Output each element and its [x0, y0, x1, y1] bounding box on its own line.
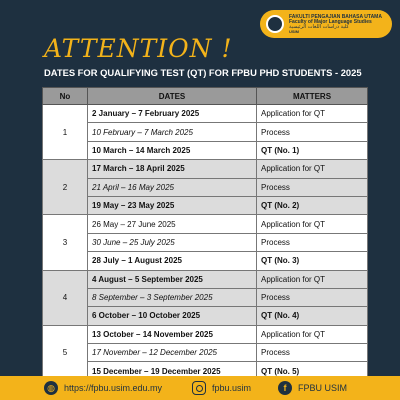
header-matters: MATTERS — [257, 88, 368, 105]
dates-cell: 4 August – 5 September 2025 — [88, 270, 257, 288]
footer-bar — [0, 376, 400, 400]
table-row — [43, 215, 368, 233]
table-row — [43, 252, 368, 270]
website-link[interactable]: https://fpbu.usim.edu.my — [64, 383, 163, 393]
table-row — [43, 344, 368, 362]
matter-cell: Process — [257, 233, 368, 251]
dates-cell: 2 January – 7 February 2025 — [88, 105, 257, 123]
page-subtitle: DATES FOR QUALIFYING TEST (QT) FOR FPBU PHD STUDENTS - 2025 — [44, 67, 362, 78]
matter-cell: Process — [257, 178, 368, 196]
table-row — [43, 123, 368, 141]
facebook-icon: f — [278, 381, 292, 395]
footer-facebook[interactable] — [278, 381, 347, 395]
table-row — [43, 233, 368, 251]
dates-cell: 15 December – 19 December 2025 — [88, 362, 257, 380]
matter-cell: Application for QT — [257, 270, 368, 288]
dates-cell: 30 June – 25 July 2025 — [88, 233, 257, 251]
matter-cell: QT (No. 4) — [257, 307, 368, 325]
attention-heading: ATTENTION ! — [44, 34, 233, 63]
footer-website[interactable] — [44, 381, 162, 395]
table-row — [43, 288, 368, 306]
dates-cell: 8 September – 3 September 2025 — [88, 288, 257, 306]
facebook-page[interactable]: FPBU USIM — [298, 383, 348, 393]
table-row — [43, 307, 368, 325]
table-row — [43, 178, 368, 196]
dates-cell: 28 July – 1 August 2025 — [88, 252, 257, 270]
table-row — [43, 196, 368, 214]
matter-cell: Process — [257, 288, 368, 306]
matter-cell: QT (No. 5) — [257, 362, 368, 380]
header-no: No — [43, 88, 88, 105]
dates-cell: 26 May – 27 June 2025 — [88, 215, 257, 233]
table-row — [43, 105, 368, 123]
matter-cell: QT (No. 2) — [257, 196, 368, 214]
dates-cell: 17 November – 12 December 2025 — [88, 344, 257, 362]
table-row — [43, 141, 368, 159]
faculty-logo — [260, 10, 392, 38]
logo-line-3: كلية دراسات اللغات الرئيسية — [289, 23, 349, 30]
table-row — [43, 325, 368, 343]
dates-cell: 10 March – 14 March 2025 — [88, 141, 257, 159]
matter-cell: Application for QT — [257, 215, 368, 233]
dates-cell: 13 October – 14 November 2025 — [88, 325, 257, 343]
logo-line-1: FAKULTI PENGAJIAN BAHASA UTAMA — [289, 13, 382, 20]
group-number: 2 — [43, 160, 88, 215]
group-number: 5 — [43, 325, 88, 380]
qt-dates-table — [42, 87, 368, 381]
instagram-icon — [192, 381, 206, 395]
footer-instagram[interactable] — [192, 381, 251, 395]
instagram-handle[interactable]: fpbu.usim — [212, 383, 252, 393]
logo-line-2: Faculty of Major Language Studies — [289, 18, 372, 25]
matter-cell: Process — [257, 123, 368, 141]
matter-cell: Process — [257, 344, 368, 362]
dates-cell: 21 April – 16 May 2025 — [88, 178, 257, 196]
group-number: 1 — [43, 105, 88, 160]
dates-cell: 10 February – 7 March 2025 — [88, 123, 257, 141]
matter-cell: Application for QT — [257, 105, 368, 123]
table-header-row — [43, 88, 368, 105]
dates-cell: 6 October – 10 October 2025 — [88, 307, 257, 325]
matter-cell: QT (No. 3) — [257, 252, 368, 270]
logo-org: USIM — [289, 28, 299, 34]
group-number: 3 — [43, 215, 88, 270]
matter-cell: QT (No. 1) — [257, 141, 368, 159]
table-row — [43, 160, 368, 178]
dates-cell: 17 March – 18 April 2025 — [88, 160, 257, 178]
group-number: 4 — [43, 270, 88, 325]
globe-icon: ◍ — [44, 381, 58, 395]
matter-cell: Application for QT — [257, 160, 368, 178]
dates-cell: 19 May – 23 May 2025 — [88, 196, 257, 214]
matter-cell: Application for QT — [257, 325, 368, 343]
table-row — [43, 270, 368, 288]
usim-seal-icon — [266, 15, 284, 33]
header-dates: DATES — [88, 88, 257, 105]
